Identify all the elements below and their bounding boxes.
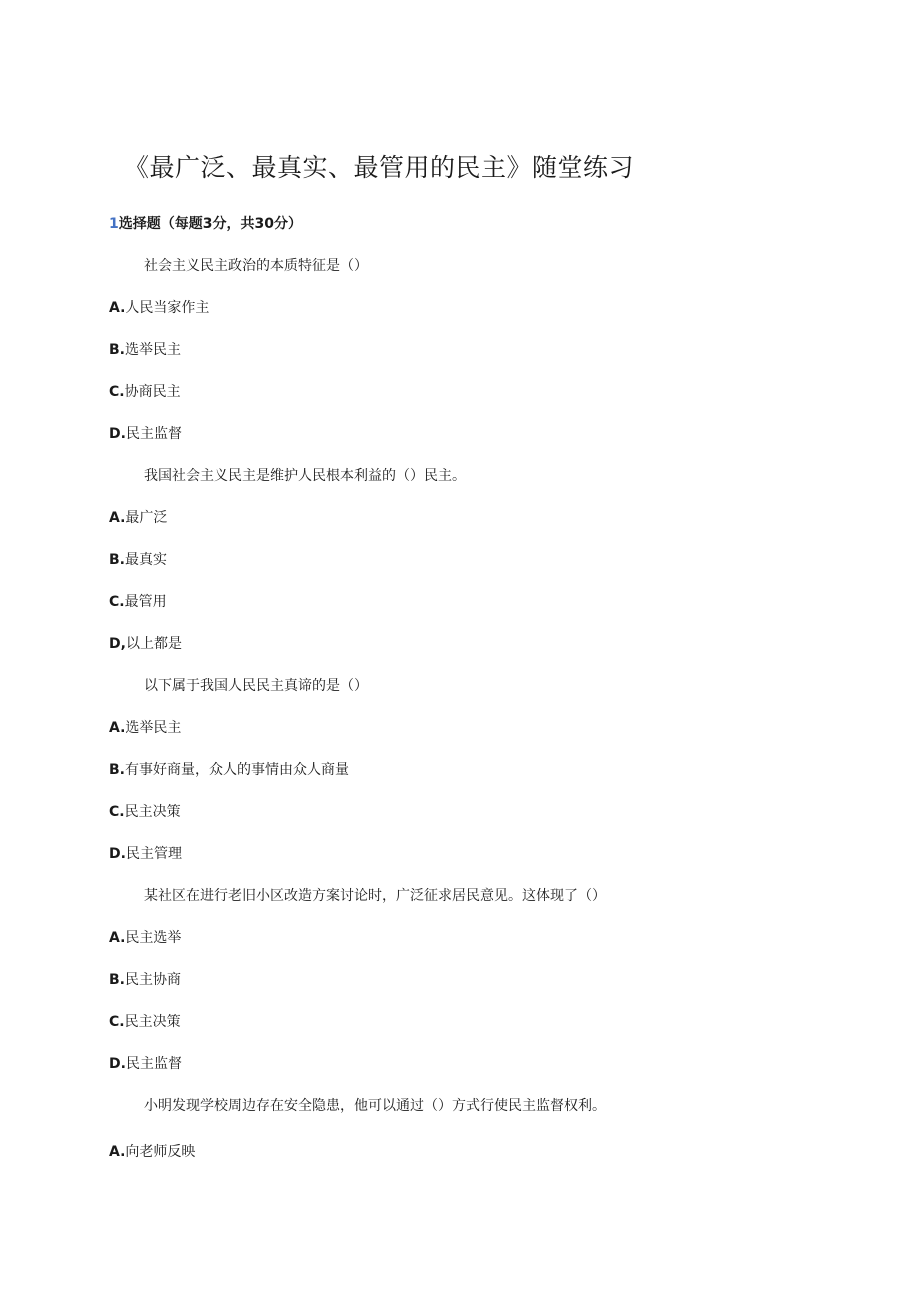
option-text: 人民当家作主 [125,300,210,316]
option-letter: D. [109,426,126,442]
option-letter: C. [109,804,125,820]
option-text: 民主监督 [125,1056,182,1072]
option-text: 选举民主 [125,342,181,358]
answer-option [109,338,181,362]
answer-option [109,422,182,446]
option-letter: B. [109,342,125,358]
option-text: 最广泛 [125,510,168,526]
option-letter: D, [109,636,126,652]
answer-option [109,758,349,782]
answer-option [109,926,181,950]
option-text: 民主决策 [124,804,181,820]
option-letter: D. [109,846,126,862]
answer-option [109,632,182,656]
question-stem: 我国社会主义民主是维护人民根本利益的（）民主。 [144,468,466,484]
answer-option [109,296,209,320]
option-letter: C. [109,384,125,400]
option-letter: C. [109,594,125,610]
question-stem: 以下属于我国人民民主真谛的是（） [144,678,368,694]
option-letter: D. [109,1056,126,1072]
answer-option [109,1010,181,1034]
option-letter: B. [109,972,125,988]
option-letter: A. [109,1144,126,1160]
answer-option [109,506,167,530]
question-stem: 某社区在进行老旧小区改造方案讨论时，广泛征求居民意见。这体现了（） [144,888,606,904]
question-stem: 社会主义民主政治的本质特征是（） [144,258,368,274]
option-text: 民主决策 [124,1014,181,1030]
option-letter: A. [109,930,126,946]
section-heading-text: 选择题（每题3分，共30分） [118,216,302,232]
option-text: 民主选举 [125,930,182,946]
section-heading [109,212,302,236]
option-text: 最管用 [124,594,167,610]
option-text: 最真实 [125,552,167,568]
document-title: 《最广泛、最真实、最管用的民主》随堂练习 [124,153,635,182]
answer-option [109,968,181,992]
option-letter: C. [109,1014,125,1030]
answer-option [109,548,167,572]
answer-option [109,1052,182,1076]
option-text: 有事好商量，众人的事情由众人商量 [125,762,349,778]
answer-option [109,380,181,404]
option-letter: B. [109,552,125,568]
option-text: 民主管理 [125,846,182,862]
answer-option [109,716,181,740]
answer-option [109,800,181,824]
option-text: 向老师反映 [125,1144,196,1160]
option-text: 以上都是 [125,636,182,652]
question-stem: 小明发现学校周边存在安全隐患，他可以通过（）方式行使民主监督权利。 [144,1098,606,1114]
option-text: 选举民主 [125,720,182,736]
option-letter: A. [109,510,126,526]
option-text: 协商民主 [124,384,181,400]
section-number: 1 [109,216,119,232]
answer-option [109,842,182,866]
answer-option [109,1140,195,1164]
option-letter: A. [109,300,126,316]
option-letter: B. [109,762,125,778]
option-letter: A. [109,720,126,736]
answer-option [109,590,167,614]
option-text: 民主监督 [125,426,182,442]
option-text: 民主协商 [125,972,181,988]
